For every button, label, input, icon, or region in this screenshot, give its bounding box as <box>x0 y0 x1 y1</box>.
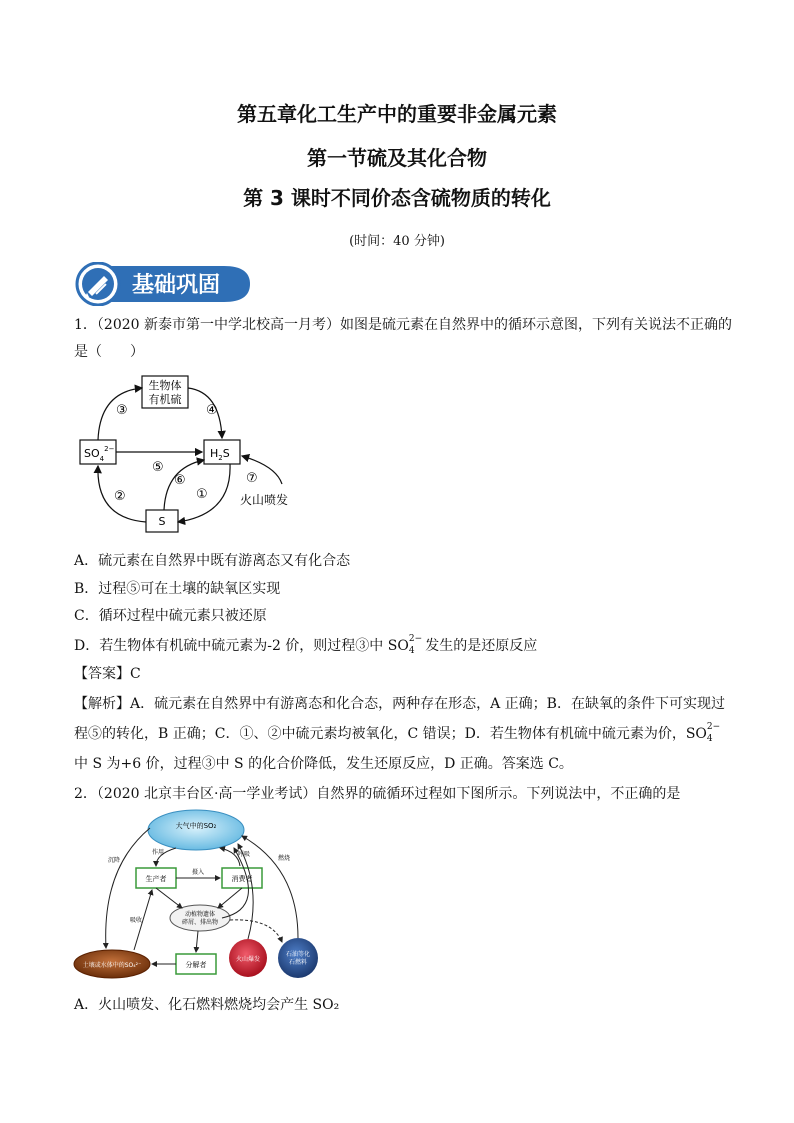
fossil-fuel-node <box>278 938 318 978</box>
svg-text:石燃料: 石燃料 <box>288 959 308 966</box>
chapter-title: 第五章化工生产中的重要非金属元素 <box>237 102 557 126</box>
label-volcano: 火山喷发 <box>240 493 289 507</box>
section-banner <box>74 262 252 306</box>
label-7: ⑦ <box>246 471 258 486</box>
producer-label: 生产者 <box>145 875 167 883</box>
label-4: ④ <box>206 403 218 418</box>
consumer-label: 消费者 <box>231 875 253 883</box>
eat-label: 摄入 <box>191 869 205 876</box>
soil-label: 土壤或水体中的SO₄²⁻ <box>82 962 142 969</box>
action-label: 作用 <box>152 849 165 856</box>
time-limit: (时间：40 分钟) <box>349 234 445 249</box>
svg-text:火山爆发: 火山爆发 <box>235 956 261 963</box>
label-1: ① <box>196 487 208 502</box>
svg-text:碎屑、排出物: 碎屑、排出物 <box>181 919 219 926</box>
q1-stem-line2: 是（ ） <box>74 344 144 360</box>
label-6: ⑥ <box>174 473 186 488</box>
label-2: ② <box>114 489 126 504</box>
burn-label: 燃烧 <box>278 855 291 862</box>
decomposer-label: 分解者 <box>185 961 207 969</box>
box-bio-line1: 生物体 <box>148 379 182 392</box>
box-bio-line2: 有机硫 <box>148 393 182 406</box>
svg-text:动植物遗体: 动植物遗体 <box>184 911 216 918</box>
box-s-label: S <box>158 515 166 528</box>
label-3: ③ <box>116 403 128 418</box>
section-title: 第一节硫及其化合物 <box>307 146 487 170</box>
q1-option-d: D．若生物体有机硫中硫元素为-2 价，则过程③中 SO 2− 4 发生的是还原反应 <box>74 634 538 656</box>
q1-analysis-line2: 程⑤的转化，B 正确；C．①、②中硫元素均被氧化，C 错误；D．若生物体有机硫中硫元素为价，SO 2− 4 <box>74 722 721 744</box>
atm-label: 大气中的SO₂ <box>175 822 217 830</box>
lesson-title: 第 3 课时不同价态含硫物质的转化 <box>243 186 551 210</box>
q2-sulfur-cycle-diagram <box>72 808 332 988</box>
banner-label: 基础巩固 <box>132 273 221 298</box>
svg-text:石油等化: 石油等化 <box>285 951 311 958</box>
q1-answer: 【答案】C <box>74 666 141 682</box>
q1-analysis-line3: 中 S 为+6 价，过程③中 S 的化合价降低，发生还原反应，D 正确。答案选 C。 <box>74 756 573 772</box>
atm-so2-node <box>148 810 244 850</box>
q1-analysis-line1: 【解析】A．硫元素在自然界中有游离态和化合态，两种存在形态，A 正确；B．在缺氧的条件下可实现过 <box>74 696 725 712</box>
box-so4-label: $SO_4^{2-}$ <box>84 445 115 463</box>
q1-sulfur-cycle-diagram <box>70 368 310 538</box>
breathe-label: 呼吸 <box>238 851 251 858</box>
q1-stem-line1: 1．（2020 新泰市第一中学北校高一月考）如图是硫元素在自然界中的循环示意图，下列有关说法不正确的 <box>74 317 732 333</box>
q1-option-a: A．硫元素在自然界中既有游离态又有化合态 <box>74 553 351 569</box>
deposit-label: 沉降 <box>108 857 121 864</box>
q1-option-b: B．过程⑤可在土壤的缺氧区实现 <box>74 581 281 597</box>
q2-option-a: A．火山喷发、化石燃料燃烧均会产生 SO₂ <box>74 997 340 1013</box>
remains-node <box>170 905 230 931</box>
label-5: ⑤ <box>152 460 164 475</box>
q2-stem: 2．（2020 北京丰台区·高一学业考试）自然界的硫循环过程如下图所示。下列说法中，不正确的是 <box>74 786 681 802</box>
absorb-label: 吸收 <box>130 917 143 924</box>
box-h2s-label: $H_2S$ <box>210 447 230 462</box>
q1-option-c: C．循环过程中硫元素只被还原 <box>74 608 267 624</box>
